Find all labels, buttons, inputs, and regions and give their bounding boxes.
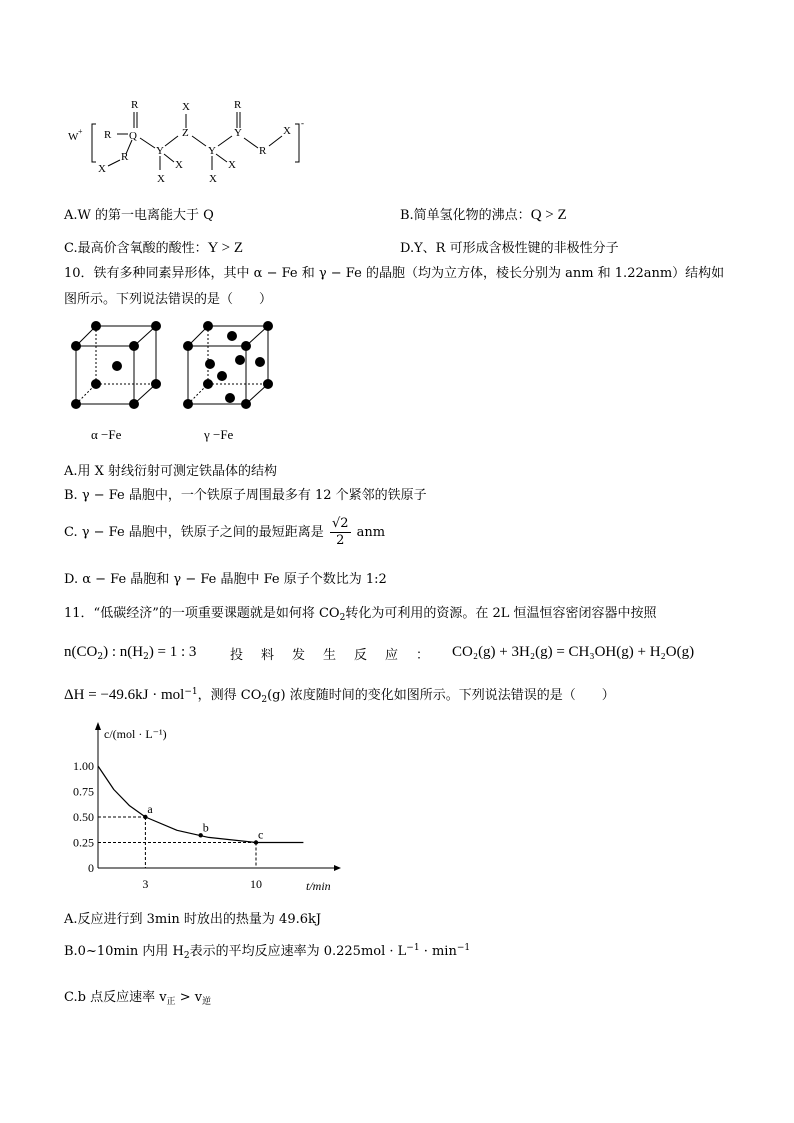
y-tick-label: 0.75 bbox=[73, 784, 94, 799]
y-tick-label: 0 bbox=[88, 861, 94, 875]
q11-option-b: B.0~10min 内用 $H_2$表示的平均反应速率为 $0.225mol \cdot L^{-1} \cdot \min^{-1}$ bbox=[64, 943, 471, 961]
x-tick-label: 10 bbox=[250, 877, 262, 891]
q10-stem-line1: 10．铁有多种同素异形体，其中 α − Fe 和 γ − Fe 的晶胞（均为立方体，棱长分别为 anm 和 1.22anm）结构如 bbox=[64, 266, 725, 281]
q11-stem-line1: 11．“低碳经济”的一项重要课题就是如何将 $CO_2$转化为可利用的资源。在 2L 恒温恒容密闭容器中按照 bbox=[64, 606, 657, 623]
point-label: c bbox=[258, 827, 264, 842]
svg-text:R: R bbox=[131, 99, 139, 111]
cation-label: W bbox=[68, 131, 79, 143]
svg-text:X: X bbox=[228, 159, 236, 171]
point-label: a bbox=[147, 802, 153, 816]
fraction: $\frac{√2}{2}$ bbox=[331, 516, 349, 548]
x-axis-label: t/min bbox=[306, 879, 331, 893]
q11-option-c: C.b 点反应速率 $v_正 > v_逆$ bbox=[64, 990, 212, 1007]
q10-stem-line2: 图所示。下列说法错误的是（ ） bbox=[64, 292, 273, 307]
q10-option-b: B. γ − Fe 晶胞中，一个铁原子周围最多有 12 个紧邻的铁原子 bbox=[64, 488, 427, 503]
alpha-fe-label: α −Fe bbox=[91, 427, 122, 442]
y-axis-label: c/(mol · L⁻¹) bbox=[104, 727, 167, 741]
q10-option-a: A.用 X 射线衍射可测定铁晶体的结构 bbox=[64, 464, 278, 479]
x-tick-label: 3 bbox=[142, 877, 149, 891]
q10-option-d: D. α − Fe 晶胞和 γ − Fe 晶胞中 Fe 原子个数比为 1:2 bbox=[64, 572, 387, 587]
q9-option-c: C.最高价含氧酸的酸性：Y > Z bbox=[64, 240, 244, 256]
svg-text:X: X bbox=[98, 163, 106, 175]
svg-text:Z: Z bbox=[182, 127, 189, 139]
x-axis-arrow bbox=[334, 865, 341, 871]
svg-text:R: R bbox=[121, 151, 129, 163]
y-axis-arrow bbox=[95, 722, 101, 730]
svg-text:Y: Y bbox=[156, 145, 164, 157]
svg-text:Y: Y bbox=[234, 127, 242, 139]
q9-option-d: D.Y、R 可形成含极性键的非极性分子 bbox=[400, 241, 619, 256]
point-label: b bbox=[202, 820, 209, 835]
q9-option-b: B.简单氢化物的沸点：Q > Z bbox=[400, 207, 567, 223]
svg-text:X: X bbox=[209, 173, 217, 185]
svg-text:X: X bbox=[182, 101, 190, 113]
q9-option-a: A.W 的第一电离能大于 Q bbox=[64, 208, 214, 223]
gamma-fe-label: γ −Fe bbox=[204, 427, 234, 442]
svg-text:+: + bbox=[78, 127, 83, 136]
concentration-time-chart bbox=[64, 718, 364, 898]
svg-text:X: X bbox=[157, 173, 165, 185]
svg-text:R: R bbox=[234, 99, 242, 111]
svg-text:X: X bbox=[283, 125, 291, 137]
svg-text:R: R bbox=[259, 145, 267, 157]
ion-structure-diagram bbox=[60, 90, 320, 190]
svg-text:-: - bbox=[301, 118, 304, 128]
svg-text:Y: Y bbox=[208, 145, 216, 157]
q11-option-a: A.反应进行到 3min 时放出的热量为 49.6kJ bbox=[64, 912, 322, 927]
y-tick-label: 0.25 bbox=[73, 835, 94, 850]
svg-text:X: X bbox=[175, 159, 183, 171]
series-line bbox=[98, 766, 303, 843]
y-tick-label: 0.50 bbox=[73, 810, 94, 824]
q10-option-c: C. γ − Fe 晶胞中，铁原子之间的最短距离是 $\frac{√2}{2}$ anm bbox=[64, 516, 386, 548]
q11-stem-line3: ΔH = −49.6kJ · mol$^{-1}$，测得 $CO_2(g)$ 浓度随时间的变化如图所示。下列说法错误的是（ ） bbox=[64, 687, 615, 705]
svg-text:Q: Q bbox=[129, 130, 137, 142]
y-tick-label: 1.00 bbox=[73, 759, 94, 773]
svg-text:R: R bbox=[104, 129, 112, 141]
q11-stem-line2: $n(CO_2)$ : $n(H_2) = 1$ : 3 投料发生反应： CO₂(g) + 3H₂(g) = CH₃OH(g) + H₂O(g) bbox=[64, 644, 695, 663]
